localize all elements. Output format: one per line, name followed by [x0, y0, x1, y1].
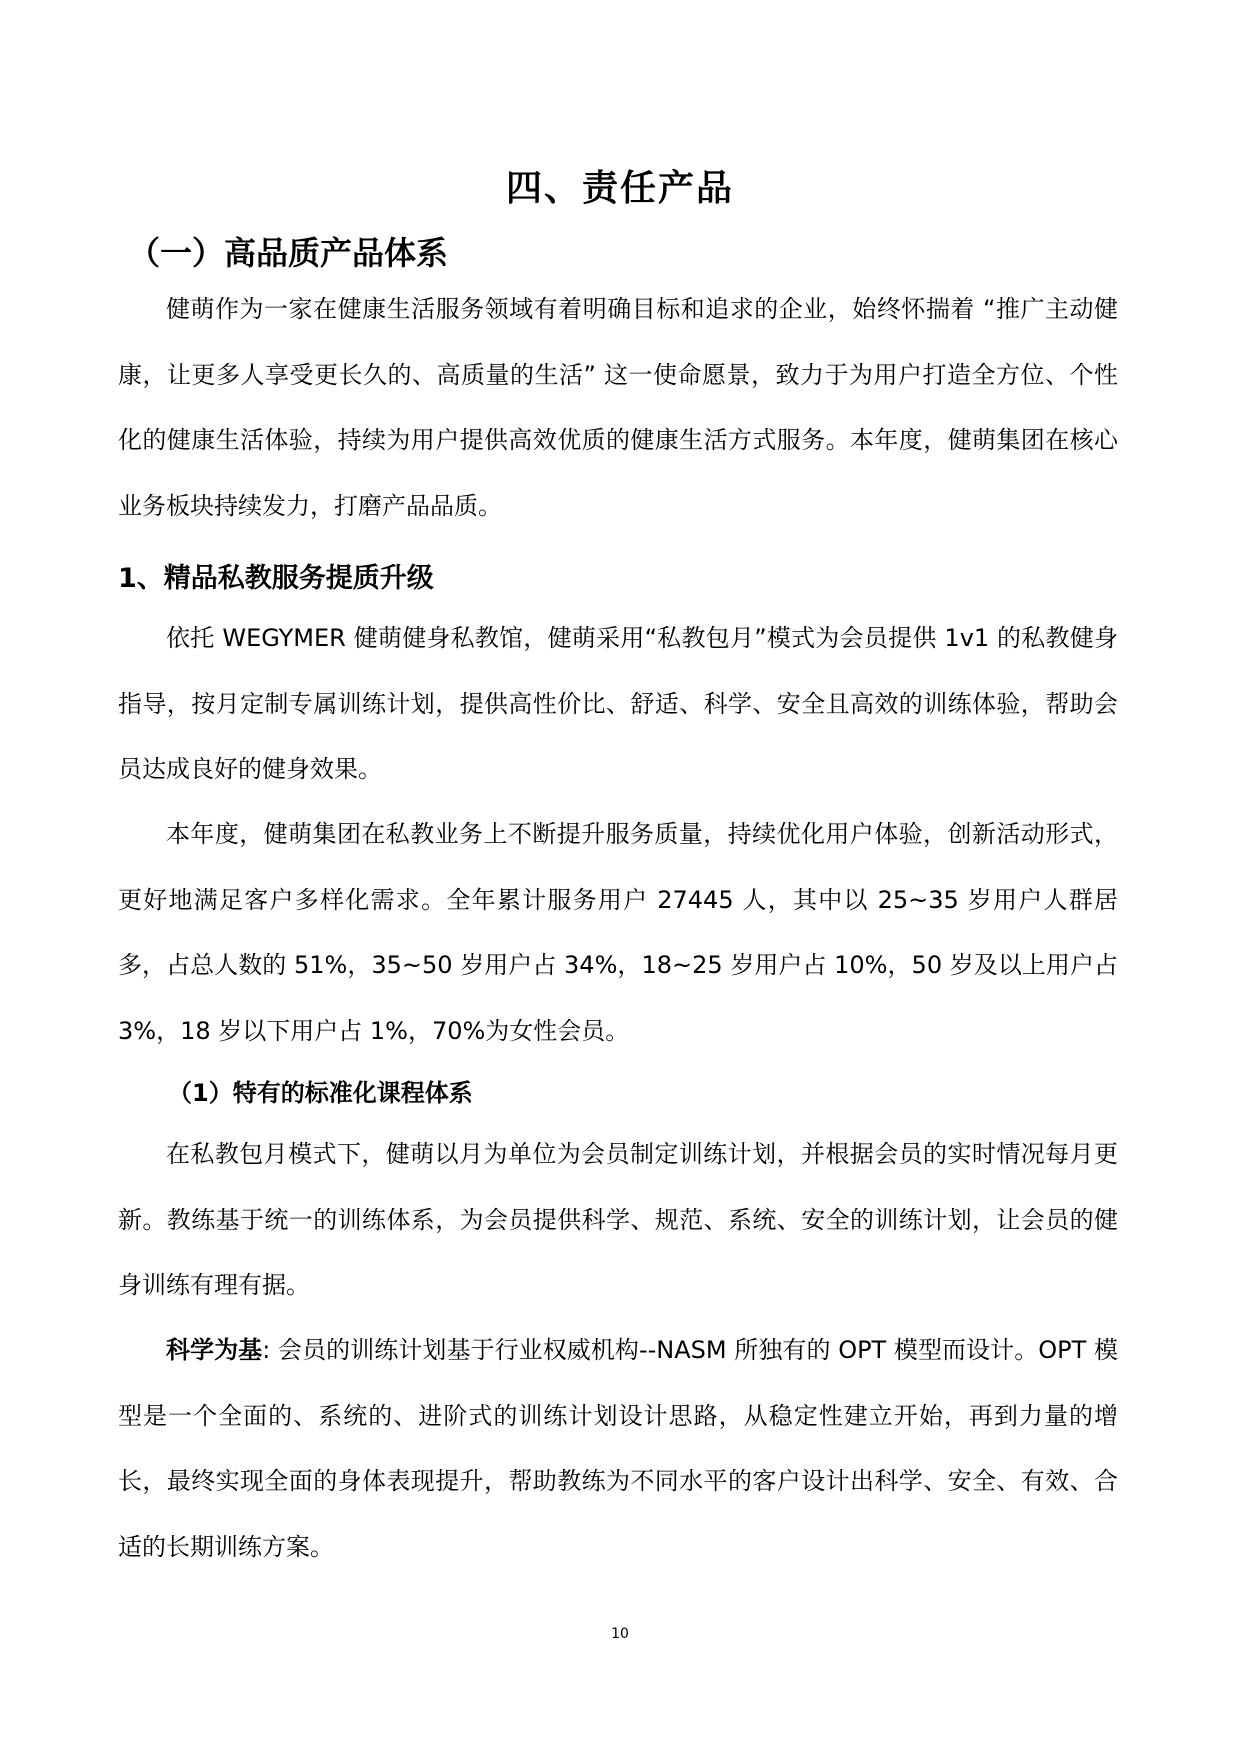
- paragraph-lead-label: 科学为基: [166, 1336, 263, 1364]
- subsub-title: （1）特有的标准化课程体系: [168, 1079, 473, 1107]
- paragraph-course-system: 在私教包月模式下，健萌以月为单位为会员制定训练计划，并根据会员的实时情况每月更新。教练基于统一的训练体系，为会员提供科学、规范、系统、安全的训练计划，让会员的健身训练有理有据。: [118, 1140, 1118, 1299]
- paragraph-body: : 会员的训练计划基于行业权威机构--NASM 所独有的 OPT 模型而设计。OPT 模型是一个全面的、系统的、进阶式的训练计划设计思路，从稳定性建立开始，再到力量的增长，最终实现全面的身体表现提升，帮助教练为不同水平的客户设计出科学、安全、有效、合适的长期训练方案。: [118, 1336, 1118, 1561]
- subsection-title: 1、精品私教服务提质升级: [118, 563, 434, 594]
- paragraph-science-basis: [118, 1318, 1118, 1580]
- paragraph-user-statistics: 本年度，健萌集团在私教业务上不断提升服务质量，持续优化用户体验，创新活动形式，更好地满足客户多样化需求。全年累计服务用户 27445 人，其中以 25~35 岁用户人群居多，占总人数的 51%，35~50 岁用户占 34%，18~25 岁用户占 10%，50 岁及以上用户占 3%，18 岁以下用户占 1%，70%为女性会员。: [118, 820, 1118, 1045]
- page-number: 10: [611, 1626, 629, 1642]
- paragraph-private-coaching: 依托 WEGYMER 健萌健身私教馆，健萌采用“私教包月”模式为会员提供 1v1 的私教健身指导，按月定制专属训练计划，提供高性价比、舒适、科学、安全且高效的训练体验，帮助会员达成良好的健身效果。: [118, 624, 1118, 783]
- section-title: （一）高品质产品体系: [128, 234, 449, 272]
- paragraph-intro: 健萌作为一家在健康生活服务领域有着明确目标和追求的企业，始终怀揣着 “推广主动健康，让更多人享受更长久的、高质量的生活” 这一使命愿景，致力于为用户打造全方位、个性化的健康生活体验，持续为用户提供高效优质的健康生活方式服务。本年度，健萌集团在核心业务板块持续发力，打磨产品品质。: [118, 295, 1118, 520]
- chapter-title: 四、责任产品: [505, 168, 734, 209]
